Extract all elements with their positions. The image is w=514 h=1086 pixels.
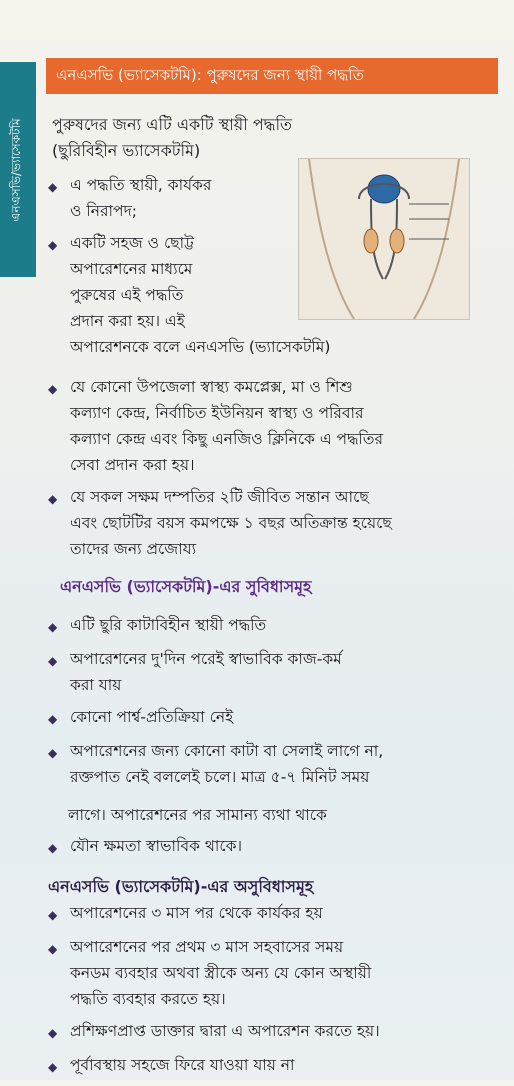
bullet-icon: ◆ — [48, 492, 58, 506]
list-item: ◆ একটি সহজ ও ছোট্ট অপারেশনের মাধ্যমে পুরুষের এই পদ্ধতি প্রদান করা হয়। এই অপারেশনকে বলে এনএসভি (ভ্যাসেকটমি) — [48, 230, 468, 360]
bullet-icon: ◆ — [48, 908, 58, 922]
benefits-list — [48, 612, 498, 796]
drawbacks-list — [48, 900, 503, 1086]
intro-line: পুরুষদের জন্য এটি একটি স্থায়ী পদ্ধতি — [52, 115, 293, 134]
list-item: ◆ পূর্বাবস্থায় সহজে ফিরে যাওয়া যায় না — [48, 1052, 503, 1080]
side-tab-label: এনএসভি/ভ্যাসেকটমি — [9, 117, 23, 222]
list-item: ◆ অপারেশনের জন্য কোনো কাটা বা সেলাই লাগে না, রক্তপাত নেই বললেই চলে। মাত্র ৫-৭ মিনিট সময় — [48, 738, 498, 790]
page-title: এনএসভি (ভ্যাসেকটমি): পুরুষদের জন্য স্থায়ী পদ্ধতি — [46, 58, 498, 94]
bullet-icon: ◆ — [48, 238, 58, 252]
bullet-icon: ◆ — [48, 712, 58, 726]
list-item: ◆ কোনো পার্শ্ব-প্রতিক্রিয়া নেই — [48, 704, 498, 732]
benefits-continued: লাগে। অপারেশনের পর সামান্য ব্যথা থাকে — [68, 806, 327, 824]
list-item: ◆ এটি ছুরি কাটাবিহীন স্থায়ী পদ্ধতি — [48, 612, 498, 640]
list-item: ◆ যৌন ক্ষমতা স্বাভাবিক থাকে। — [48, 833, 498, 861]
bullet-icon: ◆ — [48, 746, 58, 760]
bullet-icon: ◆ — [48, 382, 58, 396]
bullet-icon: ◆ — [48, 1060, 58, 1074]
bullet-icon: ◆ — [48, 620, 58, 634]
list-item: ◆ প্রশিক্ষণপ্রাপ্ত ডাক্তার দ্বারা এ অপারেশন করতে হয়। — [48, 1018, 503, 1046]
intro-list-continued — [48, 374, 498, 568]
list-item: ◆ যে সকল সক্ষম দম্পতির ২টি জীবিত সন্তান আছে এবং ছোটটির বয়স কমপক্ষে ১ বছর অতিক্রান্ত হয়েছে তাদের জন্য প্রজোয্য — [48, 484, 498, 562]
bullet-icon: ◆ — [48, 841, 58, 855]
list-item: ◆ অপারেশনের দু'দিন পরেই স্বাভাবিক কাজ-কর্ম করা যায় — [48, 646, 498, 698]
intro-text — [52, 112, 492, 164]
list-item: ◆ যে কোনো উপজেলা স্বাস্থ্য কমপ্লেক্স, মা ও শিশু কল্যাণ কেন্দ্র, নির্বাচিত ইউনিয়ন স্বাস্থ্য ও পরিবার কল্যাণ কেন্দ্র এবং কিছু এনজিও ক্লিনিকে এ পদ্ধতির সেবা প্রদান করা হয়। — [48, 374, 498, 478]
intro-line: (ছুরিবিহীন ভ্যাসেকটমি) — [52, 141, 201, 160]
bullet-icon: ◆ — [48, 654, 58, 668]
list-item: ◆ অপারেশনের ৩ মাস পর থেকে কার্যকর হয় — [48, 900, 503, 928]
bullet-icon: ◆ — [48, 942, 58, 956]
bullet-icon: ◆ — [48, 180, 58, 194]
list-item: ◆ এ পদ্ধতি স্থায়ী, কার্যকর ও নিরাপদ; — [48, 172, 288, 224]
list-item: ◆ অপারেশনের পর প্রথম ৩ মাস সহবাসের সময় কনডম ব্যবহার অথবা স্ত্রীকে অন্য যে কোন অস্থায়ী পদ্ধতি ব্যবহার করতে হয়। — [48, 934, 503, 1012]
benefits-extra-list — [48, 833, 498, 867]
side-tab — [0, 62, 36, 277]
bullet-icon: ◆ — [48, 1026, 58, 1040]
drawbacks-title: এনএসভি (ভ্যাসেকটমি)-এর অসুবিধাসমূহ — [48, 877, 314, 896]
benefits-title: এনএসভি (ভ্যাসেকটমি)-এর সুবিধাসমূহ — [60, 577, 312, 596]
intro-list — [48, 172, 331, 366]
